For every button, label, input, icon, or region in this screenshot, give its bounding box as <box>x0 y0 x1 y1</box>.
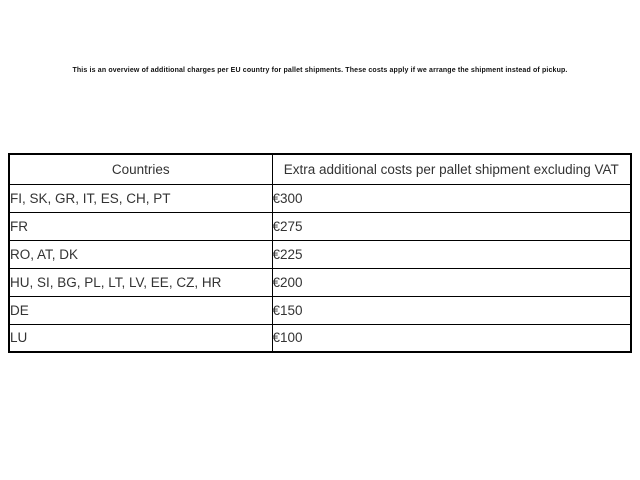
cost-cell: €225 <box>272 240 631 268</box>
charges-table <box>8 153 632 353</box>
intro-text: This is an overview of additional charges per EU country for pallet shipments. These costs apply if we arrange the shipment instead of pickup. <box>72 67 568 74</box>
countries-cell: RO, AT, DK <box>9 240 272 268</box>
table-row <box>9 184 631 212</box>
countries-cell: LU <box>9 324 272 352</box>
cost-cell: €100 <box>272 324 631 352</box>
countries-cell: FI, SK, GR, IT, ES, CH, PT <box>9 184 272 212</box>
charges-table-container <box>8 153 632 353</box>
costs-column-header: Extra additional costs per pallet shipment excluding VAT <box>272 154 631 184</box>
table-header-row <box>9 154 631 184</box>
cost-cell: €150 <box>272 296 631 324</box>
countries-column-header: Countries <box>9 154 272 184</box>
table-row <box>9 324 631 352</box>
table-row <box>9 212 631 240</box>
table-row <box>9 268 631 296</box>
cost-cell: €200 <box>272 268 631 296</box>
cost-cell: €275 <box>272 212 631 240</box>
countries-cell: FR <box>9 212 272 240</box>
countries-cell: HU, SI, BG, PL, LT, LV, EE, CZ, HR <box>9 268 272 296</box>
table-row <box>9 296 631 324</box>
table-row <box>9 240 631 268</box>
cost-cell: €300 <box>272 184 631 212</box>
countries-cell: DE <box>9 296 272 324</box>
